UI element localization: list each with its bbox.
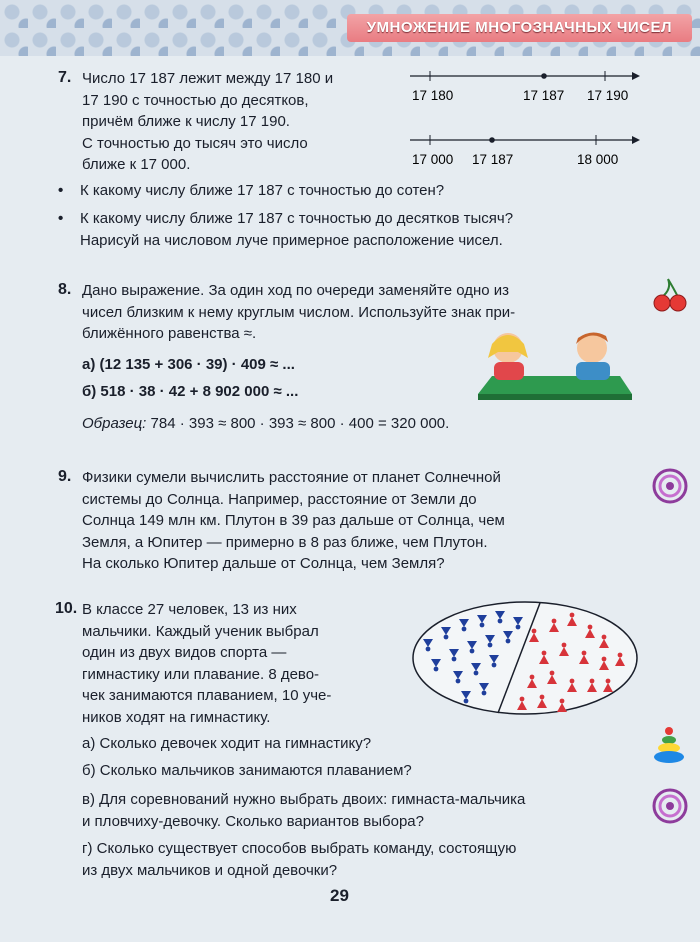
point-17187 (541, 73, 547, 79)
spiral-icon (651, 467, 689, 505)
task-8-line: ближённого равенства ≈. (82, 325, 257, 342)
task-10-d-line: г) Сколько существует способов выбрать команду, состоящую (82, 840, 517, 857)
task-9-line: системы до Солнца. Например, расстояние от Земли до (82, 490, 477, 508)
task-10-b: б) Сколько мальчиков занимаются плаванием? (82, 762, 412, 779)
task-7-line: причём ближе к числу 17 190. (82, 113, 290, 130)
number-lines (404, 64, 644, 174)
task-7-bullet-2 (80, 208, 513, 251)
task-9-line: Солнца 149 млн км. Плутон в 39 раз дальше от Солнца, чем (82, 512, 505, 529)
task-7-line: С точностью до тысяч это число (82, 134, 308, 152)
task-8-line: чисел близким к нему круглым числом. Используйте знак при- (82, 303, 516, 321)
arrow-icon (632, 72, 640, 80)
task-7-number: 7. (58, 69, 72, 86)
cherry-icon (650, 275, 690, 315)
task-10-text (82, 599, 402, 728)
label: 17 187 (523, 88, 565, 103)
task-8-b: б) 518 · 38 · 42 + 8 902 000 ≈ ... (82, 383, 299, 400)
task-7-text (82, 68, 402, 176)
label: 17 180 (412, 88, 454, 103)
task-9-text (82, 467, 642, 575)
bullet-line: • К какому числу ближе 17 187 с точностью до десятков тысяч? (80, 210, 514, 227)
task-10-c-line: и пловчиху-девочку. Сколько вариантов выбора? (82, 812, 424, 830)
label: 17 000 (412, 152, 454, 167)
bullet-line: Нарисуй на числовом луче примерное расположение чисел. (80, 231, 503, 249)
task-8-line: Дано выражение. За один ход по очереди заменяйте одно из (82, 282, 510, 299)
page-number: 29 (330, 886, 349, 905)
task-10-line: ников ходят на гимнастику. (82, 708, 271, 726)
task-10-a: а) Сколько девочек ходит на гимнастику? (82, 735, 372, 752)
task-9-line: На сколько Юпитер дальше от Солнца, чем Земля? (82, 555, 445, 572)
task-10-line: В классе 27 человек, 13 из них (82, 601, 297, 618)
task-7-bullet-1: • К какому числу ближе 17 187 с точностью до сотен? (80, 180, 444, 202)
task-8-a: а) (12 135 + 306 · 39) · 409 ≈ ... (82, 356, 295, 373)
task-10-line: мальчики. Каждый ученик выбрал (82, 622, 319, 640)
girl-body-icon (494, 362, 524, 380)
label: 17 187 (472, 152, 514, 167)
task-10-line: гимнастику или плавание. 8 дево- (82, 665, 320, 683)
point-17187 (489, 137, 495, 143)
task-8-number: 8. (58, 281, 72, 298)
spiral-icon (651, 787, 689, 825)
task-9-line: Земля, а Юпитер — примерно в 8 раз ближе, чем Плутон. (82, 533, 488, 551)
header-band (0, 0, 700, 56)
sample-label: Образец: (82, 415, 147, 432)
task-10-line: чек занимаются плаванием, 10 уче- (82, 687, 332, 704)
boy-body-icon (576, 362, 610, 380)
task-8-sample (82, 413, 449, 435)
task-10-c-line: в) Для соревнований нужно выбрать двоих: гимнаста-мальчика (82, 791, 526, 808)
task-10-number: 10. (55, 600, 78, 617)
task-10-d-line: из двух мальчиков и одной девочки? (82, 861, 338, 879)
label: 17 190 (587, 88, 629, 103)
pyramid-toy-icon (651, 725, 687, 765)
class-diagram (408, 597, 642, 719)
task-10-c (82, 789, 642, 832)
sample-expression: 784 · 393 ≈ 800 · 393 ≈ 800 · 400 = 320 000. (150, 415, 450, 432)
task-7-line: ближе к 17 000. (82, 156, 191, 173)
task-9-line: Физики сумели вычислить расстояние от планет Солнечной (82, 469, 501, 486)
task-10-line: один из двух видов спорта — (82, 644, 287, 661)
label: 18 000 (577, 152, 619, 167)
kids-illustration (470, 322, 640, 406)
task-9-number: 9. (58, 468, 72, 485)
task-10-d (82, 838, 642, 881)
arrow-icon (632, 136, 640, 144)
section-title: УМНОЖЕНИЕ МНОГОЗНАЧНЫХ ЧИСЕЛ (347, 14, 692, 42)
task-7-line: 17 190 с точностью до десятков, (82, 91, 309, 109)
task-7-line: Число 17 187 лежит между 17 180 и (82, 70, 334, 87)
